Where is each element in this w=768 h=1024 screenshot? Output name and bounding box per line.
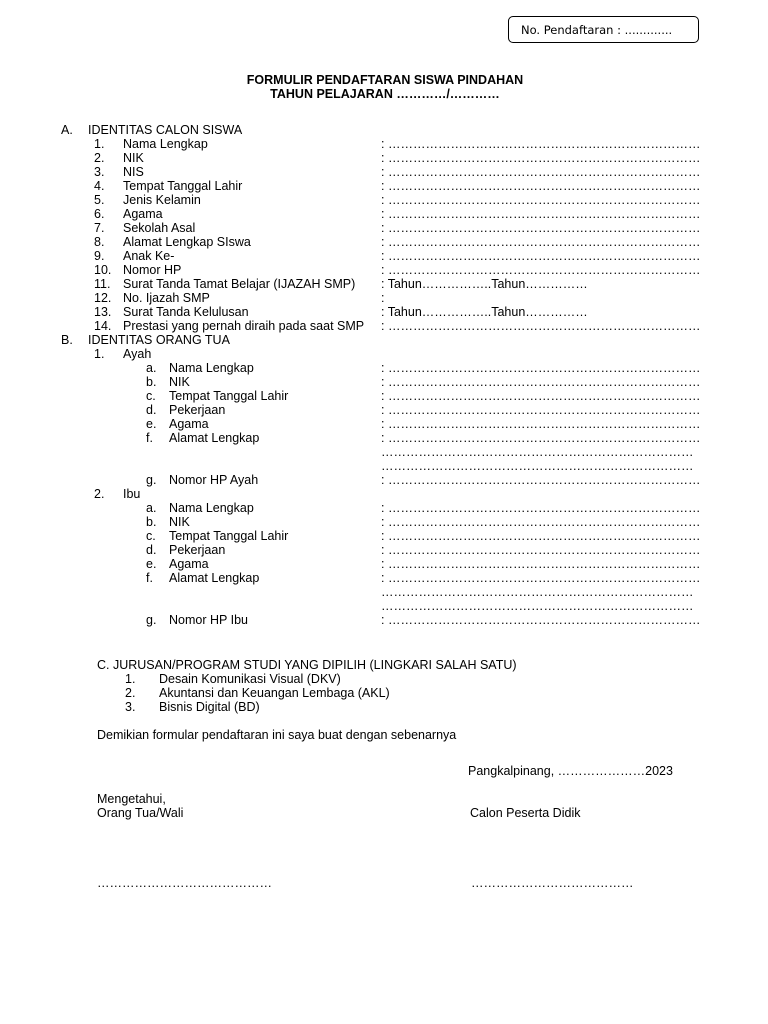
section-a-item-number: 13.: [94, 305, 112, 319]
ibu-item-value: : …………………………………………………………………: [381, 543, 701, 557]
section-a-item-value: : …………………………………………………………………: [381, 207, 701, 221]
ibu-label: Ibu: [123, 487, 141, 501]
section-a-item-number: 7.: [94, 221, 105, 235]
ibu-item-letter: c.: [146, 529, 156, 543]
section-a-item-number: 2.: [94, 151, 105, 165]
section-a-item-label: No. Ijazah SMP: [123, 291, 210, 305]
registration-number-box: [508, 16, 699, 43]
ayah-item-value: : …………………………………………………………………: [381, 361, 701, 375]
ibu-item-value: : …………………………………………………………………: [381, 529, 701, 543]
section-b-letter: B.: [61, 333, 73, 347]
statement-text: Demikian formular pendaftaran ini saya buat dengan sebenarnya: [97, 728, 457, 742]
ayah-item-label: Agama: [169, 417, 209, 431]
ayah-item-value: : …………………………………………………………………: [381, 403, 701, 417]
ibu-item-label: Agama: [169, 557, 209, 571]
ibu-item-label: Tempat Tanggal Lahir: [169, 529, 289, 543]
ibu-item-label: Nama Lengkap: [169, 501, 254, 515]
ibu-item-letter: e.: [146, 557, 157, 571]
place-date: Pangkalpinang, …………………2023: [468, 764, 673, 778]
academic-year-title: TAHUN PELAJARAN …………/…………: [270, 87, 500, 101]
section-a-item-label: Nomor HP: [123, 263, 182, 277]
section-a-item-value: : …………………………………………………………………: [381, 165, 701, 179]
section-a-heading: IDENTITAS CALON SISWA: [88, 123, 243, 137]
section-a-item-value: : …………………………………………………………………: [381, 151, 701, 165]
program-option-number: 1.: [125, 672, 136, 686]
parent-signature-label: Orang Tua/Wali: [97, 806, 184, 820]
section-a-item-number: 12.: [94, 291, 112, 305]
section-a-item-label: Tempat Tanggal Lahir: [123, 179, 243, 193]
program-option-number: 3.: [125, 700, 136, 714]
ayah-item-label: Nomor HP Ayah: [169, 473, 259, 487]
ayah-item-value: : …………………………………………………………………: [381, 431, 701, 445]
section-a-item-number: 6.: [94, 207, 105, 221]
section-a-item-value: : …………………………………………………………………: [381, 249, 701, 263]
program-option-label: Akuntansi dan Keuangan Lembaga (AKL): [159, 686, 390, 700]
section-a-item-label: Anak Ke-: [123, 249, 175, 263]
mengetahui-label: Mengetahui,: [97, 792, 166, 806]
section-a-item-number: 3.: [94, 165, 105, 179]
section-a-item-label: Jenis Kelamin: [123, 193, 201, 207]
section-a-item-label: Surat Tanda Tamat Belajar (IJAZAH SMP): [123, 277, 356, 291]
program-option-label: Bisnis Digital (BD): [159, 700, 260, 714]
ibu-item-label: Nomor HP Ibu: [169, 613, 248, 627]
section-a-item-value: : …………………………………………………………………: [381, 319, 701, 333]
ayah-item-label: Pekerjaan: [169, 403, 226, 417]
ibu-item-letter: a.: [146, 501, 157, 515]
ayah-item-letter: f.: [146, 431, 153, 445]
ibu-address-line: …………………………………………………………………: [381, 599, 694, 613]
section-a-item-value: : Tahun……………..Tahun……………: [381, 305, 588, 319]
ayah-address-line: …………………………………………………………………: [381, 459, 694, 473]
ayah-address-line: …………………………………………………………………: [381, 445, 694, 459]
ayah-item-label: Alamat Lengkap: [169, 431, 260, 445]
section-a-item-number: 8.: [94, 235, 105, 249]
ayah-item-letter: e.: [146, 417, 157, 431]
ibu-address-line: …………………………………………………………………: [381, 585, 694, 599]
section-a-item-number: 4.: [94, 179, 105, 193]
program-option-number: 2.: [125, 686, 136, 700]
ayah-item-letter: d.: [146, 403, 157, 417]
section-a-item-label: Prestasi yang pernah diraih pada saat SMP: [123, 319, 365, 333]
ibu-number: 2.: [94, 487, 105, 501]
section-a-item-label: Agama: [123, 207, 163, 221]
ibu-item-value: : …………………………………………………………………: [381, 571, 701, 585]
section-a-item-number: 14.: [94, 319, 112, 333]
section-a-item-number: 10.: [94, 263, 112, 277]
ayah-item-value: : …………………………………………………………………: [381, 375, 701, 389]
ibu-item-letter: b.: [146, 515, 157, 529]
student-signature-label: Calon Peserta Didik: [470, 806, 581, 820]
ayah-item-value: : …………………………………………………………………: [381, 473, 701, 487]
ibu-item-letter: d.: [146, 543, 157, 557]
section-a-item-value: : …………………………………………………………………: [381, 221, 701, 235]
registration-number-label: No. Pendaftaran : .............: [521, 22, 673, 37]
ayah-item-letter: g.: [146, 473, 157, 487]
ibu-item-label: Pekerjaan: [169, 543, 226, 557]
ayah-item-letter: b.: [146, 375, 157, 389]
ayah-number: 1.: [94, 347, 105, 361]
section-a-item-value: : …………………………………………………………………: [381, 235, 701, 249]
section-a-item-label: NIK: [123, 151, 144, 165]
ibu-item-value: : …………………………………………………………………: [381, 613, 701, 627]
ayah-item-letter: c.: [146, 389, 156, 403]
section-a-item-value: : …………………………………………………………………: [381, 193, 701, 207]
section-a-item-value: : …………………………………………………………………: [381, 137, 701, 151]
ibu-item-letter: f.: [146, 571, 153, 585]
section-c-heading: C. JURUSAN/PROGRAM STUDI YANG DIPILIH (LINGKARI SALAH SATU): [97, 658, 517, 672]
section-a-item-value: : …………………………………………………………………: [381, 263, 701, 277]
ayah-item-label: NIK: [169, 375, 190, 389]
section-a-item-label: Alamat Lengkap SIswa: [123, 235, 251, 249]
section-a-letter: A.: [61, 123, 73, 137]
section-a-item-number: 5.: [94, 193, 105, 207]
ayah-item-label: Tempat Tanggal Lahir: [169, 389, 289, 403]
program-option-label: Desain Komunikasi Visual (DKV): [159, 672, 341, 686]
section-a-item-number: 1.: [94, 137, 105, 151]
ibu-item-letter: g.: [146, 613, 157, 627]
ayah-label: Ayah: [123, 347, 152, 361]
section-a-item-label: Nama Lengkap: [123, 137, 208, 151]
ibu-item-label: NIK: [169, 515, 190, 529]
student-signature-line: …………………………………: [471, 876, 634, 890]
section-a-item-label: NIS: [123, 165, 144, 179]
ayah-item-value: : …………………………………………………………………: [381, 417, 701, 431]
section-a-item-value: : Tahun……………..Tahun……………: [381, 277, 588, 291]
ayah-item-value: : …………………………………………………………………: [381, 389, 701, 403]
ibu-item-value: : …………………………………………………………………: [381, 515, 701, 529]
ayah-item-letter: a.: [146, 361, 157, 375]
parent-signature-line: ……………………………………: [97, 876, 272, 890]
section-b-heading: IDENTITAS ORANG TUA: [88, 333, 230, 347]
section-a-item-value: :: [381, 291, 385, 305]
ibu-item-label: Alamat Lengkap: [169, 571, 260, 585]
form-title: FORMULIR PENDAFTARAN SISWA PINDAHAN: [246, 73, 524, 87]
section-a-item-label: Sekolah Asal: [123, 221, 196, 235]
section-a-item-label: Surat Tanda Kelulusan: [123, 305, 249, 319]
section-a-item-number: 9.: [94, 249, 105, 263]
ibu-item-value: : …………………………………………………………………: [381, 557, 701, 571]
ayah-item-label: Nama Lengkap: [169, 361, 254, 375]
section-a-item-value: : …………………………………………………………………: [381, 179, 701, 193]
section-a-item-number: 11.: [94, 277, 111, 291]
ibu-item-value: : …………………………………………………………………: [381, 501, 701, 515]
